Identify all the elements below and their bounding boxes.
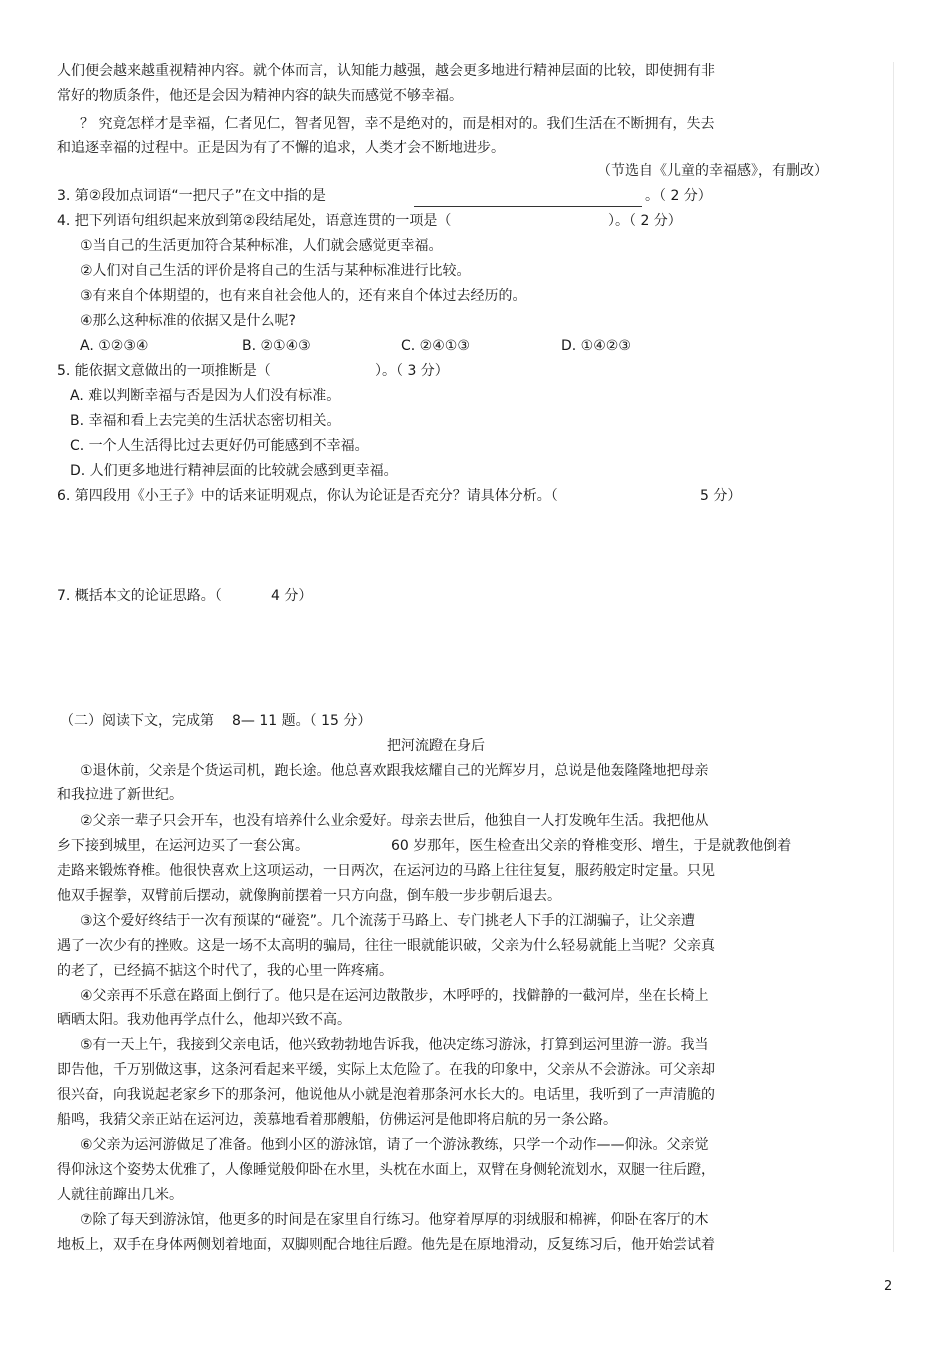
section-heading: （二）阅读下文，完成第	[60, 713, 214, 729]
paragraph-line: 即告他，千万别做这事，这条河看起来平缓，实际上太危险了。在我的印象中，父亲从不会游泳。可父亲却	[57, 1062, 715, 1078]
source-citation: （节选自《儿童的幸福感》，有删改）	[597, 163, 828, 179]
paragraph-line: 乡下接到城里，在运河边买了一套公寓。	[57, 838, 309, 854]
paragraph-line: 晒晒太阳。我劝他再学点什么，他却兴致不高。	[57, 1012, 351, 1028]
paragraph-line: ⑥父亲为运河游做足了准备。他到小区的游泳馆，请了一个游泳教练，只学一个动作——仰泳。父亲觉	[80, 1137, 709, 1153]
question-5: 5. 能依据文意做出的一项推断是（	[57, 363, 271, 379]
paragraph-line: 和我拉进了新世纪。	[57, 787, 183, 803]
option-b[interactable]: B. 幸福和看上去完美的生活状态密切相关。	[70, 413, 341, 429]
question-3: 3. 第②段加点词语“一把尺子”在文中指的是	[57, 188, 326, 204]
paragraph-line: ④父亲再不乐意在路面上倒行了。他只是在运河边散散步，木呼呼的，找僻静的一截河岸，坐在长椅上	[80, 988, 709, 1004]
question-3-points: 。（ 2 分）	[645, 188, 712, 204]
question-7: 7. 概括本文的论证思路。（	[57, 588, 222, 604]
sentence-item: ③有来自个体期望的，也有来自社会他人的，还有来自个体过去经历的。	[80, 288, 527, 304]
option-c[interactable]: C. 一个人生活得比过去更好仍可能感到不幸福。	[70, 438, 369, 454]
paragraph-line: 60 岁那年，医生检查出父亲的脊椎变形、增生，于是就教他倒着	[391, 838, 792, 854]
sentence-item: ②人们对自己生活的评价是将自己的生活与某种标准进行比较。	[80, 263, 471, 279]
question-6: 6. 第四段用《小王子》中的话来证明观点，你认为论证是否充分？请具体分析。（	[57, 488, 558, 504]
paragraph-line: 的老了，已经搞不掂这个时代了，我的心里一阵疼痛。	[57, 963, 393, 979]
question-7-points: 4 分）	[271, 588, 313, 604]
choice-b[interactable]: B. ②①④③	[242, 338, 311, 354]
paragraph-line: 很兴奋，向我说起老家乡下的那条河，他说他从小就是泡着那条河水长大的。电话里，我听到了一声清脆的	[57, 1087, 715, 1103]
paragraph-line: ③这个爱好终结于一次有预谋的“碰瓷”。几个流荡于马路上、专门挑老人下手的江湖骗子，让父亲遭	[80, 913, 696, 929]
article-title: 把河流蹬在身后	[387, 738, 485, 754]
paragraph-line: 常好的物质条件，他还是会因为精神内容的缺失而感觉不够幸福。	[57, 88, 463, 104]
paragraph-line: 得仰泳这个姿势太优雅了，人像睡觉般仰卧在水里，头枕在水面上，双臂在身侧轮流划水，双腿一往后蹬，	[57, 1162, 715, 1178]
question-4: 4. 把下列语句组织起来放到第②段结尾处，语意连贯的一项是（	[57, 213, 452, 229]
section-heading-range: 8— 11 题。（ 15 分）	[232, 713, 372, 729]
answer-blank[interactable]	[414, 206, 642, 207]
paragraph-line: 人就往前蹿出几米。	[57, 1187, 183, 1203]
paragraph-line: 和追逐幸福的过程中。正是因为有了不懈的追求，人类才会不断地进步。	[57, 140, 505, 156]
sentence-item: ④那么这种标准的依据又是什么呢?	[80, 313, 296, 329]
sentence-item: ①当自己的生活更加符合某种标准，人们就会感觉更幸福。	[80, 238, 443, 254]
paragraph-line: 遇了一次少有的挫败。这是一场不太高明的骗局，往往一眼就能识破，父亲为什么轻易就能上当呢？父亲真	[57, 938, 715, 954]
paragraph-line: ？ 究竟怎样才是幸福，仁者见仁，智者见智，幸不是绝对的，而是相对的。我们生活在不断拥有，失去	[80, 116, 715, 132]
question-4-points: ）。（ 2 分）	[608, 213, 682, 229]
question-5-points: ）。（ 3 分）	[375, 363, 449, 379]
page-number: 2	[884, 1279, 893, 1294]
choice-a[interactable]: A. ①②③④	[80, 338, 149, 354]
paragraph-line: ⑦除了每天到游泳馆，他更多的时间是在家里自行练习。他穿着厚厚的羽绒服和棉裤，仰卧在客厅的木	[80, 1212, 709, 1228]
choice-c[interactable]: C. ②④①③	[401, 338, 470, 354]
margin-rule	[893, 62, 894, 1252]
question-6-points: 5 分）	[700, 488, 742, 504]
paragraph-line: ①退休前，父亲是个货运司机，跑长途。他总喜欢跟我炫耀自己的光辉岁月，总说是他轰隆隆地把母亲	[80, 763, 709, 779]
option-d[interactable]: D. 人们更多地进行精神层面的比较就会感到更幸福。	[70, 463, 398, 479]
choice-d[interactable]: D. ①④②③	[561, 338, 631, 354]
option-a[interactable]: A. 难以判断幸福与否是因为人们没有标准。	[70, 388, 341, 404]
paragraph-line: 他双手握拳，双臂前后摆动，就像胸前摆着一只方向盘，倒车般一步步朝后退去。	[57, 888, 561, 904]
paragraph-line: 船鸣，我猜父亲正站在运河边，羡慕地看着那艘船，仿佛运河是他即将启航的另一条公路。	[57, 1112, 617, 1128]
paragraph-line: 地板上，双手在身体两侧划着地面，双脚则配合地往后蹬。他先是在原地滑动，反复练习后，他开始尝试着	[57, 1237, 715, 1253]
paragraph-line: ②父亲一辈子只会开车，也没有培养什么业余爱好。母亲去世后，他独自一人打发晚年生活。我把他从	[80, 813, 709, 829]
paragraph-line: 走路来锻炼脊椎。他很快喜欢上这项运动，一日两次，在运河边的马路上往往复复，服药般定时定量。只见	[57, 863, 715, 879]
paragraph-line: ⑤有一天上午，我接到父亲电话，他兴致勃勃地告诉我，他决定练习游泳，打算到运河里游一游。我当	[80, 1037, 709, 1053]
paragraph-line: 人们便会越来越重视精神内容。就个体而言，认知能力越强，越会更多地进行精神层面的比较，即使拥有非	[57, 63, 715, 79]
